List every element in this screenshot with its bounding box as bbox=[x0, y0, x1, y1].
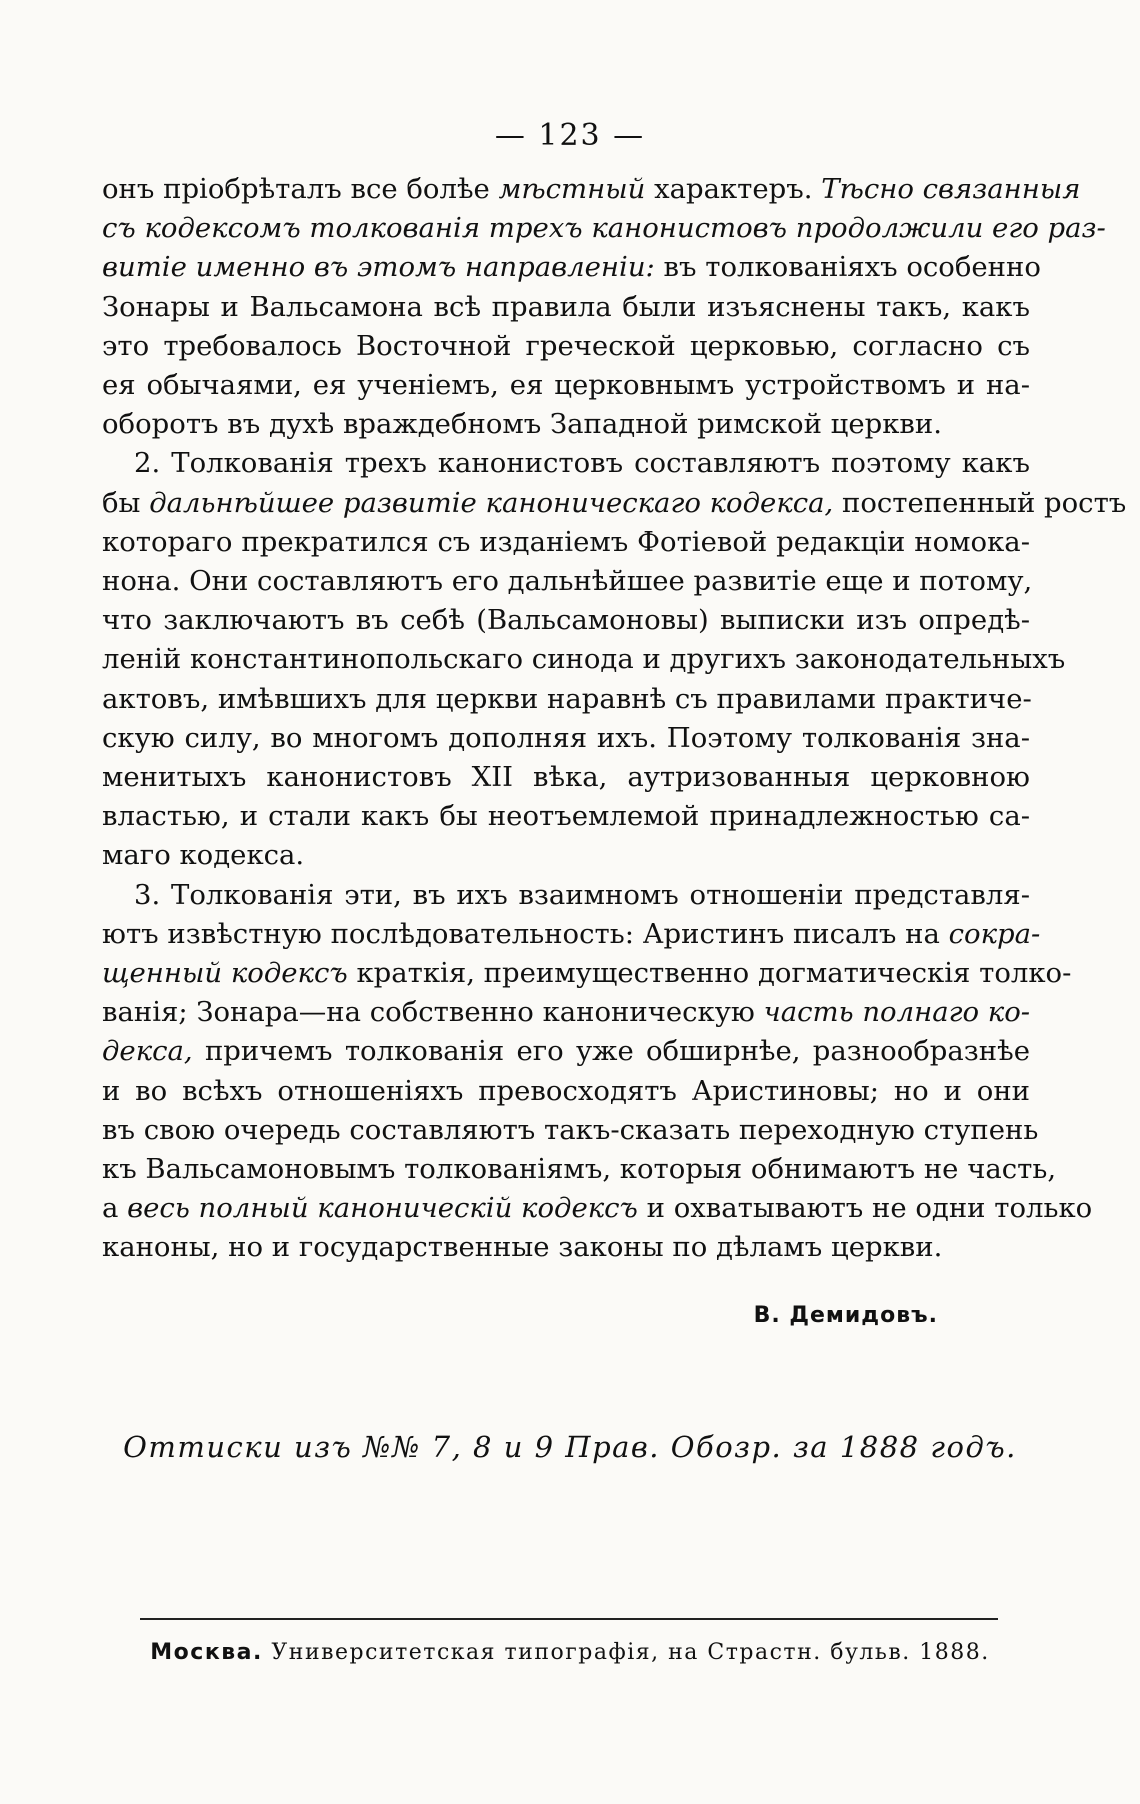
text-line: онъ пріобрѣталъ все болѣе мѣстный характеръ. Тѣсно связанныя bbox=[102, 173, 1081, 205]
paragraph-3-start: 3. Толкованія эти, въ ихъ взаимномъ отношеніи представля- bbox=[134, 878, 1030, 911]
text-line: каноны, но и государственные законы по дѣламъ церкви. bbox=[102, 1231, 943, 1264]
imprint-text: Университетская типографія, на Страстн. бульв. 1888. bbox=[271, 1640, 990, 1665]
text-line: менитыхъ канонистовъ XII вѣка, аутризованныя церковною bbox=[102, 761, 1030, 794]
text-line: Зонары и Вальсамона всѣ правила были изъяснены такъ, какъ bbox=[102, 290, 1030, 323]
text-line: оборотъ въ духѣ враждебномъ Западной римской церкви. bbox=[102, 408, 942, 441]
author-signature: В. Демидовъ. bbox=[753, 1303, 938, 1328]
divider-rule bbox=[140, 1618, 998, 1620]
text-line: ея обычаями, ея ученіемъ, ея церковнымъ устройствомъ и на- bbox=[102, 369, 1030, 402]
text-line: и во всѣхъ отношеніяхъ превосходятъ Аристиновы; но и они bbox=[102, 1074, 1030, 1107]
text-line: это требовалось Восточной греческой церковью, согласно съ bbox=[102, 329, 1030, 362]
text-line: а весь полный каноническій кодексъ и охватываютъ не одни только bbox=[102, 1192, 1093, 1225]
offprint-note: Оттиски изъ №№ 7, 8 и 9 Прав. Обозр. за 1888 годъ. bbox=[123, 1430, 1017, 1464]
text-line: щенный кодексъ краткія, преимущественно догматическія толко- bbox=[102, 957, 1072, 990]
text-line: котораго прекратился съ изданіемъ Фотіевой редакціи номока- bbox=[102, 525, 1030, 558]
text-line: декса, причемъ толкованія его уже обширнѣе, разнообразнѣе bbox=[102, 1035, 1030, 1068]
page-number: — 123 — bbox=[494, 118, 646, 153]
text-line: леній константинопольскаго синода и другихъ законодательныхъ bbox=[102, 643, 1066, 676]
text-line: ютъ извѣстную послѣдовательность: Аристинъ писалъ на сокра- bbox=[102, 917, 1041, 950]
text-line: витіе именно въ этомъ направленіи: въ толкованіяхъ особенно bbox=[102, 251, 1041, 284]
text-line: что заключаютъ въ себѣ (Вальсамоновы) выписки изъ опредѣ- bbox=[102, 604, 1030, 637]
text-line: властью, и стали какъ бы неотъемлемой принадлежностью са- bbox=[102, 800, 1030, 833]
text-line: въ свою очередь составляютъ такъ-сказать переходную ступень bbox=[102, 1113, 1039, 1146]
text-line: къ Вальсамоновымъ толкованіямъ, которыя обнимаютъ не часть, bbox=[102, 1153, 1057, 1186]
text-line: бы дальнѣйшее развитіе каноническаго кодекса, постепенный ростъ bbox=[102, 486, 1127, 519]
body-text bbox=[102, 170, 1127, 1268]
text-line: нона. Они составляютъ его дальнѣйшее развитіе еще и потому, bbox=[102, 565, 1033, 598]
text-line: скую силу, во многомъ дополняя ихъ. Поэтому толкованія зна- bbox=[102, 721, 1030, 754]
printer-imprint bbox=[0, 1640, 1140, 1665]
text-line: съ кодексомъ толкованія трехъ канонистовъ продолжили его раз- bbox=[102, 212, 1106, 245]
text-line: ванія; Зонара—на собственно каноническую часть полнаго ко- bbox=[102, 996, 1031, 1029]
text-line: маго кодекса. bbox=[102, 839, 305, 872]
text-line: актовъ, имѣвшихъ для церкви наравнѣ съ правилами практиче- bbox=[102, 682, 1032, 715]
paragraph-2-start: 2. Толкованія трехъ канонистовъ составляютъ поэтому какъ bbox=[134, 447, 1030, 480]
imprint-city: Москва. bbox=[150, 1640, 263, 1665]
